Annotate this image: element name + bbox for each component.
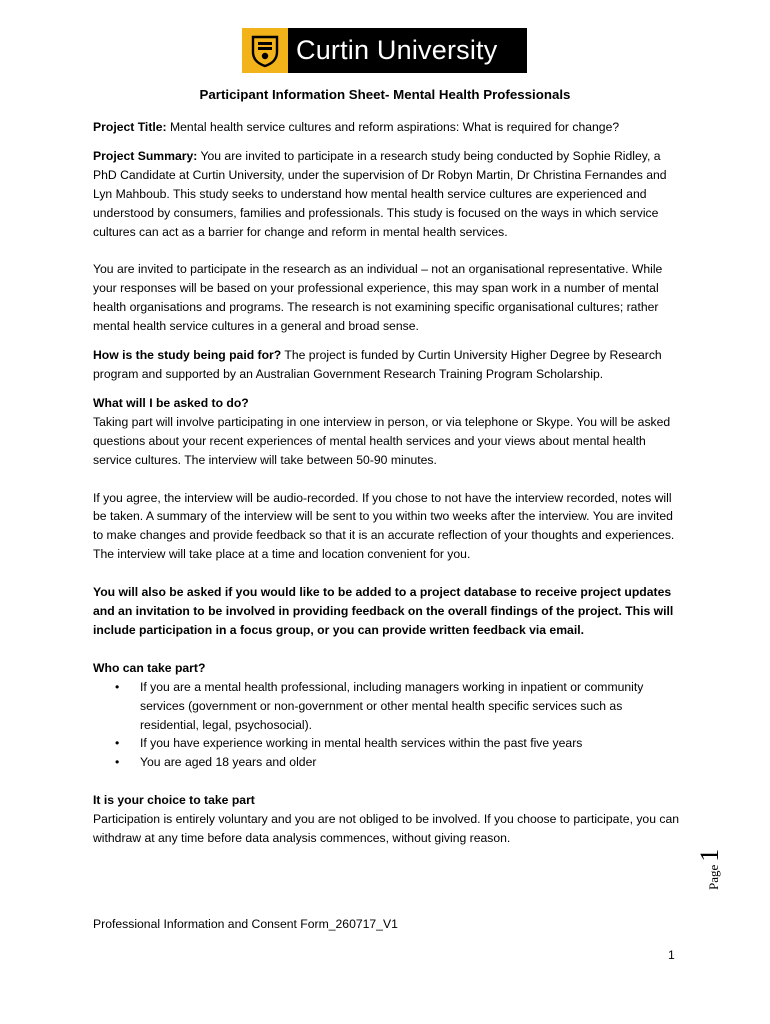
bullet-icon: • bbox=[115, 755, 120, 770]
individual-paragraph: You are invited to participate in the research as an individual – not an organisational representative. While your responses will be based on your professional experience, this may span work in a number of mental health organisations and programs. The research is not examining specific organisational cultures; rather mental health service cultures in a general and broad sense. bbox=[93, 262, 663, 334]
page-number: 1 bbox=[668, 948, 675, 962]
funding-paragraph bbox=[93, 346, 683, 384]
funding-text: The project is funded by Curtin University Higher Degree by Research program and supported by an Australian Government Research Training Program Scholarship. bbox=[93, 348, 662, 381]
page-title: Participant Information Sheet- Mental Health Professionals bbox=[199, 87, 571, 102]
project-title-label: Project Title: bbox=[93, 120, 167, 134]
side-page-number: 1 bbox=[695, 848, 724, 862]
project-summary-label: Project Summary: bbox=[93, 148, 198, 163]
list-item: • If you have experience working in mental health services within the past five years bbox=[93, 734, 683, 753]
asked-paragraph: Taking part will involve participating in one interview in person, or via telephone or Skype. You will be asked questions about your recent experiences of mental health services and your views about mental health service cultures. The interview will take between 50-90 minutes. bbox=[93, 414, 671, 467]
logo-wordmark: Curtin University bbox=[296, 35, 498, 65]
who-list bbox=[93, 678, 683, 773]
database-paragraph: You will also be asked if you would like to be added to a project database to receive project updates and an invitation to be involved in providing feedback on the overall findings of the project. This will include participation in a focus group, or you can provide written feedback via email. bbox=[93, 585, 674, 637]
project-summary-text: You are invited to participate in a research study being conducted by Sophie Ridley, a PhD Candidate at Curtin University, under the supervision of Dr Robyn Martin, Dr Christina Fernandes and Lyn Mahboub. This study seeks to understand how mental health service cultures are experienced and understood by consumers, families and professionals. This study is focused on the ways in which service cultures can act as a barrier for change and reform in mental health services. bbox=[93, 148, 667, 239]
choice-heading: It is your choice to take part bbox=[93, 793, 255, 808]
side-page-label bbox=[695, 849, 725, 890]
curtin-crest-icon bbox=[242, 28, 288, 73]
document-body bbox=[93, 118, 683, 848]
form-footer-label: Professional Information and Consent Form_260717_V1 bbox=[93, 917, 398, 931]
project-title-text: Mental health service cultures and reform aspirations: What is required for change? bbox=[166, 120, 620, 134]
project-title-paragraph bbox=[93, 118, 683, 137]
asked-heading: What will I be asked to do? bbox=[93, 395, 249, 410]
bullet-icon: • bbox=[115, 679, 120, 694]
side-page-word: Page bbox=[706, 864, 721, 890]
recording-paragraph: If you agree, the interview will be audio-recorded. If you chose to not have the interview recorded, notes will be taken. A summary of the interview will be sent to you within two weeks after the interview. You are invited to make changes and provide feedback so that it is an accurate reflection of your thoughts and experiences. The interview will take place at a time and location convenient for you. bbox=[93, 490, 675, 562]
bullet-icon: • bbox=[115, 736, 120, 751]
funding-label: How is the study being paid for? bbox=[93, 348, 282, 363]
list-item: • You are aged 18 years and older bbox=[93, 753, 683, 772]
curtin-logo bbox=[242, 28, 527, 73]
project-summary-paragraph bbox=[93, 147, 683, 242]
choice-paragraph: Participation is entirely voluntary and you are not obliged to be involved. If you choose to participate, you can withdraw at any time before data analysis commences, without giving reason. bbox=[93, 812, 680, 846]
list-item: • If you are a mental health professional, including managers working in inpatient or community services (government or non-government or other mental health specific services such as residential, legal, psychosocial). bbox=[115, 679, 644, 732]
who-heading: Who can take part? bbox=[93, 660, 206, 675]
